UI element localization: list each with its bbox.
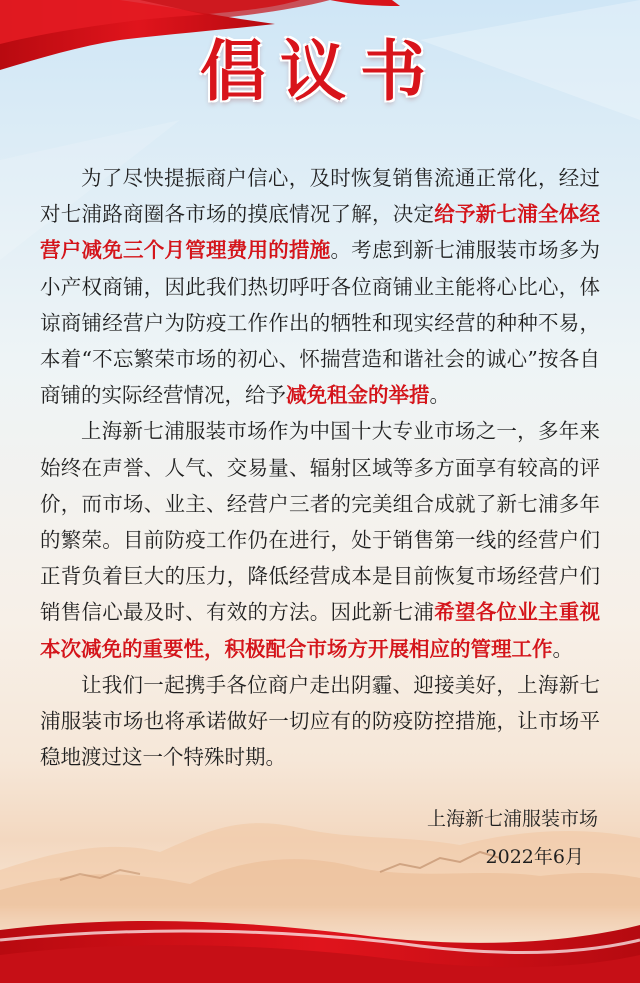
page-title: 倡议书 bbox=[200, 33, 440, 110]
signature-date: 2022年6月 bbox=[485, 846, 584, 868]
paragraph-3 bbox=[40, 667, 600, 776]
highlight-text: 减免租金的举措 bbox=[286, 383, 430, 408]
text-segment: 让我们一起携手各位商户走出阴霾、迎接美好，上海新七浦服装市场也将承诺做好一切应有的防疫防控措施，让市场平稳地渡过这一个特殊时期。 bbox=[40, 672, 600, 770]
text-segment: 。 bbox=[552, 636, 573, 661]
signature-org: 上海新七浦服装市场 bbox=[426, 808, 598, 830]
signature-block bbox=[427, 800, 598, 876]
text-segment: 。 bbox=[429, 383, 450, 408]
paragraph-1 bbox=[40, 160, 600, 413]
body-text bbox=[40, 160, 600, 775]
text-segment: 为了尽快提振商户信心，及时恢复销售流通正常化，经过对七浦路商圈各市场的摸底情况了解，决定 bbox=[40, 166, 600, 227]
text-segment: 。考虑到新七浦服装市场多为小产权商铺，因此我们热切呼吁各位商铺业主能将心比心，体谅商铺经营户为防疫工作作出的牺牲和现实经营的种种不易，本着“不忘繁荣市场的初心、怀揣营造和谐社会的诚心”按各自商铺的实际经营情况，给予 bbox=[40, 238, 600, 408]
highlight-text: 希望各位业主重视本次减免的重要性，积极配合市场方开展相应的管理工作 bbox=[40, 600, 600, 661]
highlight-text: 给予新七浦全体经营户减免三个月管理费用的措施 bbox=[40, 202, 600, 263]
text-segment: 上海新七浦服装市场作为中国十大专业市场之一，多年来始终在声誉、人气、交易量、辐射区域等多方面享有较高的评价，而市场、业主、经营户三者的完美组合成就了新七浦多年的繁荣。目前防疫工作仍在进行，处于销售第一线的经营户们正背负着巨大的压力，降低经营成本是目前恢复市场经营户们销售信心最及时、有效的方法。因此新七浦 bbox=[40, 419, 600, 625]
paragraph-2 bbox=[40, 413, 600, 666]
